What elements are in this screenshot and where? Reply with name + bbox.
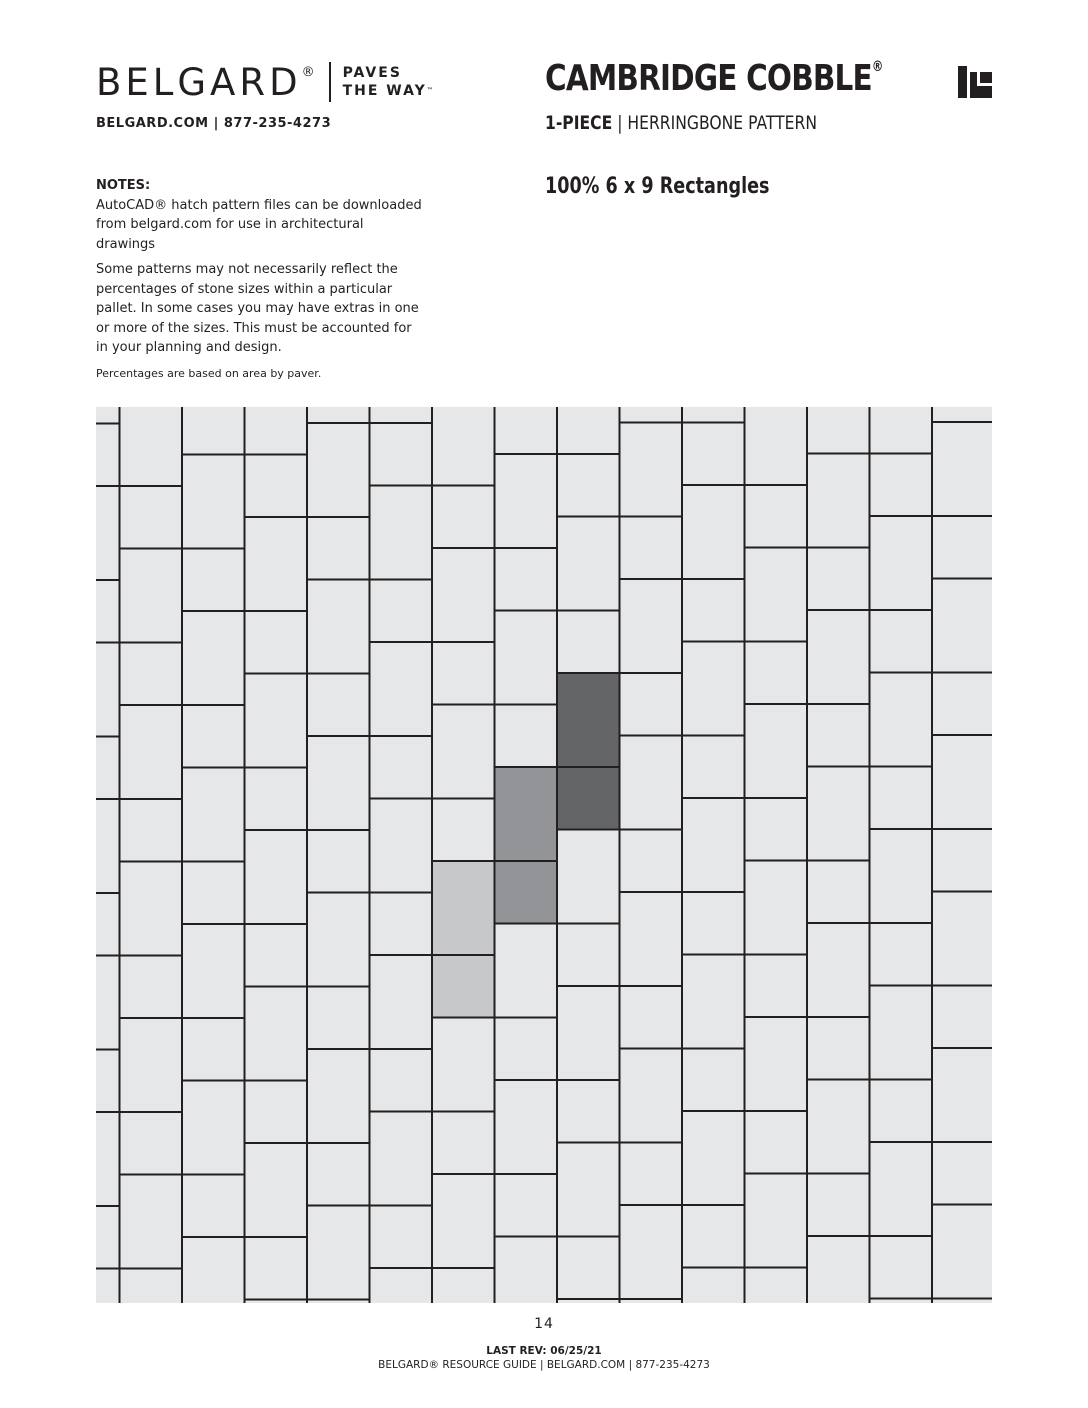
paver [932, 1048, 992, 1142]
paver [932, 516, 992, 579]
paver [96, 1112, 120, 1206]
paver [745, 1174, 808, 1268]
paver [807, 1236, 870, 1303]
paver [370, 407, 433, 423]
paver [557, 1143, 620, 1237]
paver [307, 1049, 370, 1143]
paver [307, 736, 370, 830]
paver [245, 407, 308, 455]
paver [495, 1080, 558, 1174]
paver [932, 579, 992, 673]
paver [120, 862, 183, 956]
paver [620, 1205, 683, 1299]
paver [307, 423, 370, 517]
paver [370, 1112, 433, 1206]
paver [932, 673, 992, 736]
paver [682, 407, 745, 423]
paver [807, 454, 870, 548]
paver [620, 892, 683, 986]
paver [245, 517, 308, 611]
paver [96, 799, 120, 893]
paver [932, 892, 992, 986]
paver [870, 829, 933, 923]
paver [745, 861, 808, 955]
paver [495, 1237, 558, 1304]
paver [96, 956, 120, 1050]
paver [682, 485, 745, 579]
paver [870, 516, 933, 610]
paver [370, 486, 433, 580]
paver [620, 579, 683, 673]
paver [307, 580, 370, 674]
paver [870, 1142, 933, 1236]
paver [932, 986, 992, 1049]
paver [807, 1080, 870, 1174]
paver [245, 987, 308, 1081]
paver [932, 735, 992, 829]
paver [370, 642, 433, 736]
product-title: CAMBRIDGE COBBLE® [545, 58, 883, 99]
brand-logo [96, 62, 435, 102]
paver [557, 830, 620, 924]
paver [745, 1017, 808, 1111]
last-revision: LAST REV: 06/25/21 [486, 1345, 602, 1357]
paver [620, 423, 683, 517]
paver [495, 924, 558, 1018]
paver [807, 767, 870, 861]
paver [96, 1269, 120, 1304]
paver [495, 611, 558, 705]
paver [870, 673, 933, 767]
paver [370, 1268, 433, 1303]
paver [557, 517, 620, 611]
paver [620, 736, 683, 830]
herringbone-pattern-diagram [96, 407, 992, 1303]
paver [620, 1049, 683, 1143]
paver [245, 1143, 308, 1237]
paver [557, 1299, 620, 1303]
composition-label: 100% 6 x 9 Rectangles [545, 174, 770, 199]
notes-block [96, 176, 426, 383]
paver [307, 893, 370, 987]
paver [682, 1111, 745, 1205]
paver [745, 548, 808, 642]
paver [120, 407, 183, 486]
notes-percentages: Percentages are based on area by paver. [96, 366, 322, 380]
paver [495, 767, 558, 861]
paver [870, 407, 933, 454]
paver [745, 704, 808, 798]
paver [682, 955, 745, 1049]
product-subtitle: 1-PIECE | HERRINGBONE PATTERN [545, 112, 818, 134]
paver [870, 986, 933, 1080]
paver [120, 1018, 183, 1112]
brand-divider [329, 62, 331, 102]
paver [432, 548, 495, 642]
paver [120, 705, 183, 799]
paver [870, 1299, 933, 1304]
herringbone-pattern-icon [958, 66, 992, 98]
paver [182, 455, 245, 549]
paver [932, 422, 992, 516]
paver [557, 407, 620, 454]
paver [682, 798, 745, 892]
paver [682, 642, 745, 736]
paver [932, 407, 992, 422]
paver [432, 1018, 495, 1112]
paver [807, 923, 870, 1017]
paver [182, 1081, 245, 1175]
notes-disclaimer: Some patterns may not necessarily reflect the percentages of stone sizes within a particular pallet. In some cases you may have extras in one or more of the sizes. This must be accounted for in your planning and design. [96, 262, 419, 355]
paver [682, 1268, 745, 1304]
paver [932, 1205, 992, 1299]
paver [932, 829, 992, 892]
paver [245, 830, 308, 924]
paver [807, 610, 870, 704]
paver [495, 454, 558, 548]
paver [307, 1206, 370, 1300]
paver [96, 486, 120, 580]
paver [182, 924, 245, 1018]
notes-heading: NOTES: [96, 178, 151, 193]
paver [932, 1142, 992, 1205]
paver [245, 1300, 308, 1304]
paver [432, 1174, 495, 1268]
paver [182, 1237, 245, 1303]
footer-resource-guide: BELGARD® RESOURCE GUIDE | BELGARD.COM | 877-235-4273 [378, 1359, 710, 1371]
page-number: 14 [534, 1316, 554, 1332]
paver [96, 643, 120, 737]
paver [370, 799, 433, 893]
paver [96, 407, 120, 424]
brand-wordmark: BELGARD® [96, 60, 315, 104]
paver [120, 549, 183, 643]
paver [120, 1175, 183, 1269]
footer [0, 1344, 1088, 1372]
paver [370, 955, 433, 1049]
paver [182, 768, 245, 862]
header-contact: BELGARD.COM | 877-235-4273 [96, 116, 332, 131]
paver [557, 673, 620, 767]
paver [557, 986, 620, 1080]
paver [245, 674, 308, 768]
paver [932, 1299, 992, 1304]
paver [432, 705, 495, 799]
pattern-canvas [96, 407, 992, 1303]
paver [432, 407, 495, 486]
paver [745, 407, 808, 485]
paver [432, 861, 495, 955]
notes-autocad: AutoCAD® hatch pattern files can be downloaded from belgard.com for use in architectural drawings [96, 197, 422, 252]
paver [182, 611, 245, 705]
brand-tagline: PAVES THE WAY™ [342, 65, 435, 99]
